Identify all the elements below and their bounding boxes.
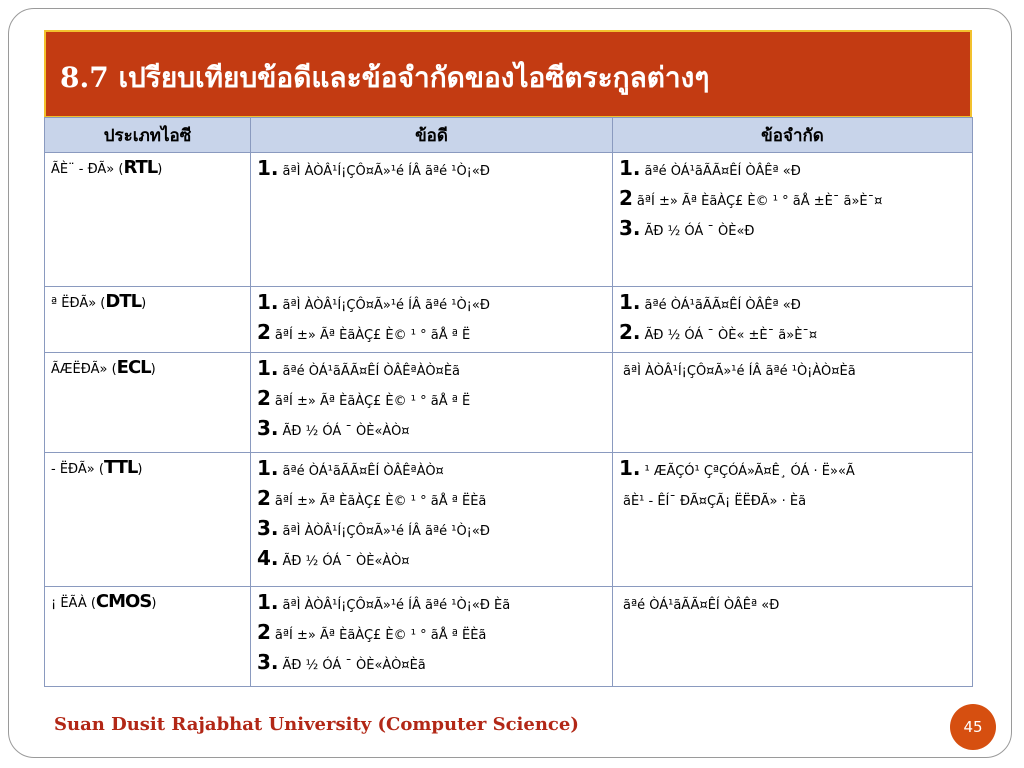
table-header-row bbox=[45, 118, 973, 153]
cons-item bbox=[619, 289, 966, 319]
table-row bbox=[45, 587, 973, 687]
pros-item bbox=[257, 515, 606, 545]
pros-cell bbox=[251, 453, 613, 587]
family-prefix: ¡ ËÃÀ ( bbox=[51, 596, 96, 611]
family-cell bbox=[45, 153, 251, 287]
table-row bbox=[45, 287, 973, 353]
pros-item bbox=[257, 289, 606, 319]
item-text: ãªÌ ÀÒÂ¹Í¡ÇÔ¤Ã»¹é ÍÂ ãªé ¹Ò¡«Ð bbox=[282, 164, 490, 179]
item-number: 2 bbox=[257, 486, 271, 510]
pros-item bbox=[257, 649, 606, 679]
item-text: ãªÍ ±» Ãª ÈãÀÇ£ È© ¹ ° ãÅ ª ËÈã bbox=[274, 628, 487, 643]
family-name bbox=[51, 155, 244, 183]
cons-item bbox=[619, 455, 966, 485]
cons-cell bbox=[613, 353, 973, 453]
pros-cell bbox=[251, 587, 613, 687]
pros-item bbox=[257, 415, 606, 445]
header-family: ประเภทไอซี bbox=[45, 118, 251, 153]
pros-item bbox=[257, 355, 606, 385]
table-row bbox=[45, 453, 973, 587]
family-cell bbox=[45, 453, 251, 587]
cons-item bbox=[619, 589, 966, 619]
family-name bbox=[51, 589, 244, 617]
family-suffix: ) bbox=[141, 296, 147, 311]
item-text: ãªÌ ÀÒÂ¹Í¡ÇÔ¤Ã»¹é ÍÂ ãªé ¹Ò¡ÀÒ¤Èã bbox=[623, 364, 856, 379]
item-number: 1. bbox=[619, 456, 641, 480]
pros-item bbox=[257, 485, 606, 515]
item-text: ãªÍ ±» Ãª ÈãÀÇ£ È© ¹ ° ãÅ ª ËÈã bbox=[274, 494, 487, 509]
item-text: ãªé ÒÁ¹ãÃÃ¤ÊÍ ÒÂÊª «Ð bbox=[623, 598, 780, 613]
item-text: ãªÌ ÀÒÂ¹Í¡ÇÔ¤Ã»¹é ÍÂ ãªé ¹Ò¡«Ð bbox=[282, 298, 490, 313]
item-text: ãÈ¹ - ÊÍ¯ ÐÃ¤ÇÃ¡ ËËÐÃ» · Èã bbox=[623, 494, 807, 509]
page-number-badge: 45 bbox=[950, 704, 996, 750]
cons-cell bbox=[613, 587, 973, 687]
family-name bbox=[51, 355, 244, 383]
footer-university: Suan Dusit Rajabhat University (Computer Science) bbox=[54, 714, 579, 735]
item-text: ãªÍ ±» Ãª ÈãÀÇ£ È© ¹ ° ãÅ ±È¯ ã»È¯¤ bbox=[636, 194, 883, 209]
table-row bbox=[45, 353, 973, 453]
header-pros: ข้อดี bbox=[251, 118, 613, 153]
slide-title: 8.7 เปรียบเทียบข้อดีและข้อจำกัดของไอซีตระกูลต่างๆ bbox=[60, 61, 710, 94]
cons-item bbox=[619, 319, 966, 349]
item-number: 1. bbox=[257, 156, 279, 180]
pros-item bbox=[257, 155, 606, 185]
item-number: 1. bbox=[257, 356, 279, 380]
pros-cell bbox=[251, 353, 613, 453]
item-text: ãªÌ ÀÒÂ¹Í¡ÇÔ¤Ã»¹é ÍÂ ãªé ¹Ò¡«Ð Èã bbox=[282, 598, 511, 613]
item-number: 1. bbox=[257, 290, 279, 314]
family-abbr: CMOS bbox=[95, 591, 152, 612]
pros-item bbox=[257, 385, 606, 415]
pros-item bbox=[257, 455, 606, 485]
item-number: 2 bbox=[257, 386, 271, 410]
pros-item bbox=[257, 619, 606, 649]
cons-item bbox=[619, 485, 966, 515]
pros-item bbox=[257, 545, 606, 575]
item-text: ãªÍ ±» Ãª ÈãÀÇ£ È© ¹ ° ãÅ ª Ë bbox=[274, 394, 471, 409]
pros-cell bbox=[251, 153, 613, 287]
family-cell bbox=[45, 587, 251, 687]
family-abbr: TTL bbox=[103, 457, 138, 478]
item-text: ãªÌ ÀÒÂ¹Í¡ÇÔ¤Ã»¹é ÍÂ ãªé ¹Ò¡«Ð bbox=[282, 524, 490, 539]
family-suffix: ) bbox=[137, 462, 143, 477]
item-text: ÃÐ ½ ÓÁ ¯ ÒÈ« ±È¯ ã»È¯¤ bbox=[644, 328, 818, 343]
cons-item bbox=[619, 355, 966, 385]
cons-item bbox=[619, 185, 966, 215]
item-number: 3. bbox=[257, 416, 279, 440]
cons-item bbox=[619, 155, 966, 185]
item-number: 1. bbox=[619, 156, 641, 180]
family-prefix: - ËÐÃ» ( bbox=[51, 462, 104, 477]
item-number: 4. bbox=[257, 546, 279, 570]
family-suffix: ) bbox=[157, 162, 163, 177]
item-text: ãªé ÒÁ¹ãÃÃ¤ÊÍ ÒÂÊª «Ð bbox=[644, 298, 801, 313]
family-prefix: ÃÆËÐÃ» ( bbox=[51, 362, 117, 377]
family-suffix: ) bbox=[150, 362, 156, 377]
family-name bbox=[51, 455, 244, 483]
item-number: 2 bbox=[257, 320, 271, 344]
family-prefix: ÃÈ¨ - ÐÃ» ( bbox=[51, 162, 124, 177]
family-cell bbox=[45, 353, 251, 453]
item-number: 2 bbox=[619, 186, 633, 210]
item-number: 3. bbox=[619, 216, 641, 240]
table-body bbox=[45, 153, 973, 687]
item-text: ÃÐ ½ ÓÁ ¯ ÒÈ«ÀÒ¤ bbox=[282, 424, 410, 439]
item-text: ÃÐ ½ ÓÁ ¯ ÒÈ«ÀÒ¤ bbox=[282, 554, 410, 569]
item-text: ¹ ÆÃÇÓ¹ ÇªÇÓÁ»Ã¤Ê¸ ÓÁ · Ë»«Ã bbox=[644, 464, 855, 479]
table-row bbox=[45, 153, 973, 287]
family-name bbox=[51, 289, 244, 317]
family-abbr: DTL bbox=[105, 291, 142, 312]
item-number: 1. bbox=[619, 290, 641, 314]
item-number: 1. bbox=[257, 590, 279, 614]
cons-cell bbox=[613, 153, 973, 287]
item-number: 1. bbox=[257, 456, 279, 480]
family-abbr: RTL bbox=[123, 157, 158, 178]
title-bar bbox=[44, 30, 972, 118]
family-prefix: ª ËÐÃ» ( bbox=[51, 296, 106, 311]
family-abbr: ECL bbox=[116, 357, 151, 378]
family-suffix: ) bbox=[151, 596, 157, 611]
item-text: ãªÍ ±» Ãª ÈãÀÇ£ È© ¹ ° ãÅ ª Ë bbox=[274, 328, 471, 343]
pros-item bbox=[257, 589, 606, 619]
cons-cell bbox=[613, 287, 973, 353]
item-number: 3. bbox=[257, 650, 279, 674]
header-cons: ข้อจำกัด bbox=[613, 118, 973, 153]
comparison-table bbox=[44, 117, 973, 687]
family-cell bbox=[45, 287, 251, 353]
pros-item bbox=[257, 319, 606, 349]
cons-item bbox=[619, 215, 966, 245]
item-number: 2. bbox=[619, 320, 641, 344]
item-number: 3. bbox=[257, 516, 279, 540]
cons-cell bbox=[613, 453, 973, 587]
item-number: 2 bbox=[257, 620, 271, 644]
item-text: ãªé ÒÁ¹ãÃÃ¤ÊÍ ÒÂÊª «Ð bbox=[644, 164, 801, 179]
item-text: ãªé ÒÁ¹ãÃÃ¤ÊÍ ÒÂÊªÀÒ¤ bbox=[282, 464, 444, 479]
item-text: ãªé ÒÁ¹ãÃÃ¤ÊÍ ÒÂÊªÀÒ¤Èã bbox=[282, 364, 460, 379]
pros-cell bbox=[251, 287, 613, 353]
item-text: ÃÐ ½ ÓÁ ¯ ÒÈ«Ð bbox=[644, 224, 755, 239]
item-text: ÃÐ ½ ÓÁ ¯ ÒÈ«ÀÒ¤Èã bbox=[282, 658, 426, 673]
